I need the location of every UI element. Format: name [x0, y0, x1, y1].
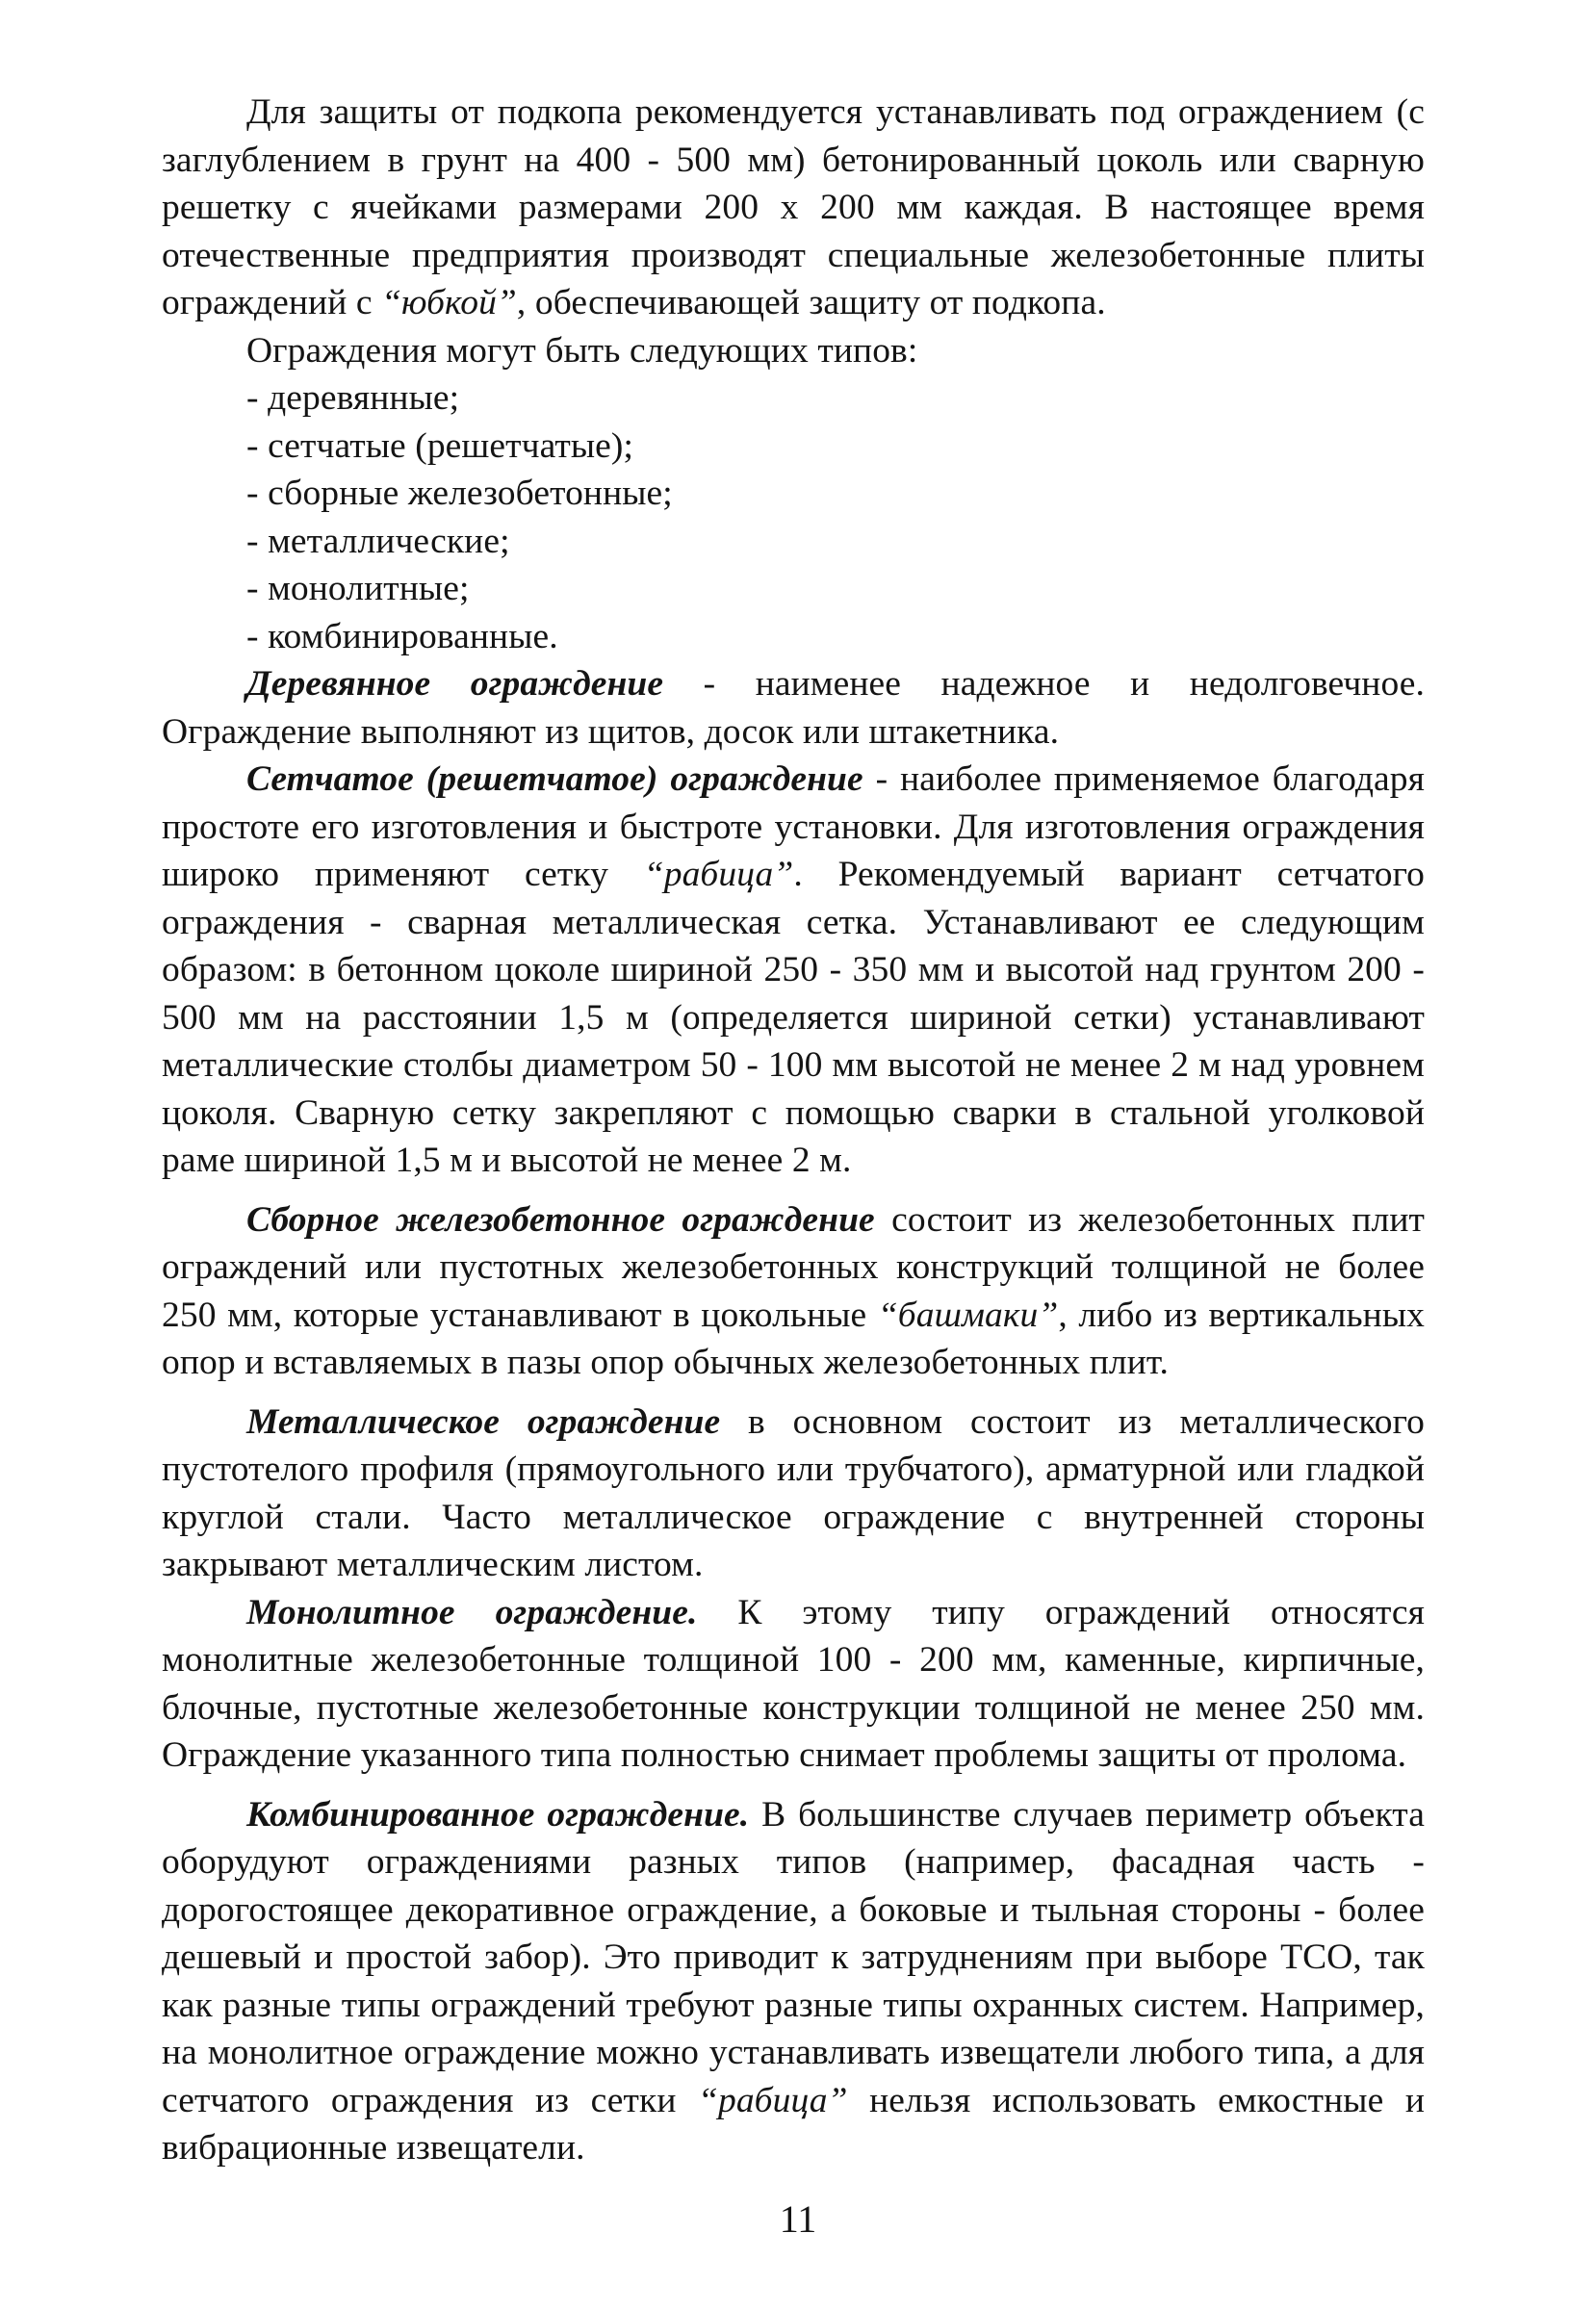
term-wooden-fence: Деревянное ограждение	[246, 664, 664, 704]
text-run: , обеспечивающей защиту от подкопа.	[516, 283, 1106, 322]
text-run: - наименее надежное и недолговечное. Ограждение выполняют из щитов, досок или штакетника.	[162, 664, 1425, 752]
text-run: В большинстве случаев периметр объекта оборудуют ограждениями разных типов (например, фасадная часть - дорогостоящее декоративное ограждение, а боковые и тыльная стороны - более дешевый и простой забор). Это приводит к затруднениям при выборе ТСО, так как разные типы ограждений требуют разные типы охранных систем. Например, на монолитное ограждение можно устанавливать извещатели любого типа, а для сетчатого ограждения из сетки	[162, 1794, 1425, 2120]
list-item: - монолитные;	[246, 569, 470, 608]
page-number: 11	[779, 2197, 817, 2241]
paragraph-metal-fence	[162, 1399, 1425, 1589]
paragraph-mesh-fence	[162, 756, 1425, 1185]
list-item: - металлические;	[246, 521, 510, 561]
term-combined-fence: Комбинированное ограждение.	[246, 1794, 750, 1835]
quoted-term-rabitsa: “рабица”	[698, 2080, 848, 2120]
quoted-term-rabitsa: “рабица”	[643, 855, 794, 894]
quoted-term-skirt: “юбкой”	[381, 283, 517, 322]
text-run: нельзя использовать емкостные и вибрационные извещатели.	[162, 2080, 1426, 2168]
paragraph-monolithic-fence	[162, 1589, 1425, 1780]
fence-types-intro: Ограждения могут быть следующих типов:	[246, 330, 918, 371]
fence-types-list	[162, 374, 1425, 660]
list-item: - деревянные;	[246, 378, 460, 418]
text-run: Для защиты от подкопа рекомендуется устанавливать под ограждением (с заглублением в грунт на 400 - 500 мм) бетонированный цоколь или сварную решетку с ячейками размерами 200 х 200 мм каждая. В настоящее время отечественные предприятия производят специальные железобетонные плиты ограждений с	[162, 92, 1425, 322]
page-body	[162, 89, 1425, 2172]
list-item: - сборные железобетонные;	[246, 474, 673, 513]
paragraph-combined-fence	[162, 1791, 1425, 2172]
term-metal-fence: Металлическое ограждение	[246, 1401, 721, 1442]
term-mesh-fence: Сетчатое (решетчатое) ограждение	[246, 759, 863, 799]
paragraph-undermining-protection	[162, 89, 1425, 327]
quoted-term-bashmaki: “башмаки”	[877, 1295, 1059, 1335]
paragraph-precast-fence	[162, 1196, 1425, 1387]
text-run: состоит из железобетонных плит ограждений или пустотных железобетонных конструкций толщиной не более 250 мм, которые устанавливают в цокольные	[162, 1199, 1426, 1335]
text-run: . Рекомендуемый вариант сетчатого ограждения - сварная металлическая сетка. Устанавливают ее следующим образом: в бетонном цоколе шириной 250 - 350 мм и высотой над грунтом 200 - 500 мм на расстоянии 1,5 м (определяется шириной сетки) устанавливают металлические столбы диаметром 50 - 100 мм высотой не менее 2 м над уровнем цоколя. Сварную сетку закрепляют с помощью сварки в стальной уголковой раме шириной 1,5 м и высотой не менее 2 м.	[162, 855, 1426, 1180]
text-run: , либо из вертикальных опор и вставляемых в пазы опор обычных железобетонных плит.	[162, 1295, 1425, 1382]
list-item: - комбинированные.	[246, 616, 558, 656]
text-run: - наиболее применяемое благодаря простоте его изготовления и быстроте установки. Для изготовления ограждения широко применяют сетку	[162, 759, 1425, 894]
term-precast-fence: Сборное железобетонное ограждение	[246, 1199, 875, 1240]
list-item: - сетчатые (решетчатые);	[246, 425, 633, 466]
text-run: К этому типу ограждений относятся монолитные железобетонные толщиной 100 - 200 мм, каменные, кирпичные, блочные, пустотные железобетонные конструкции толщиной не менее 250 мм. Ограждение указанного типа полностью снимает проблемы защиты от пролома.	[162, 1592, 1425, 1775]
text-run: в основном состоит из металлического пустотелого профиля (прямоугольного или трубчатого), арматурной или гладкой круглой стали. Часто металлическое ограждение с внутренней стороны закрывают металлическим листом.	[162, 1401, 1425, 1584]
paragraph-wooden-fence	[162, 660, 1425, 756]
term-monolithic-fence: Монолитное ограждение.	[246, 1592, 698, 1632]
